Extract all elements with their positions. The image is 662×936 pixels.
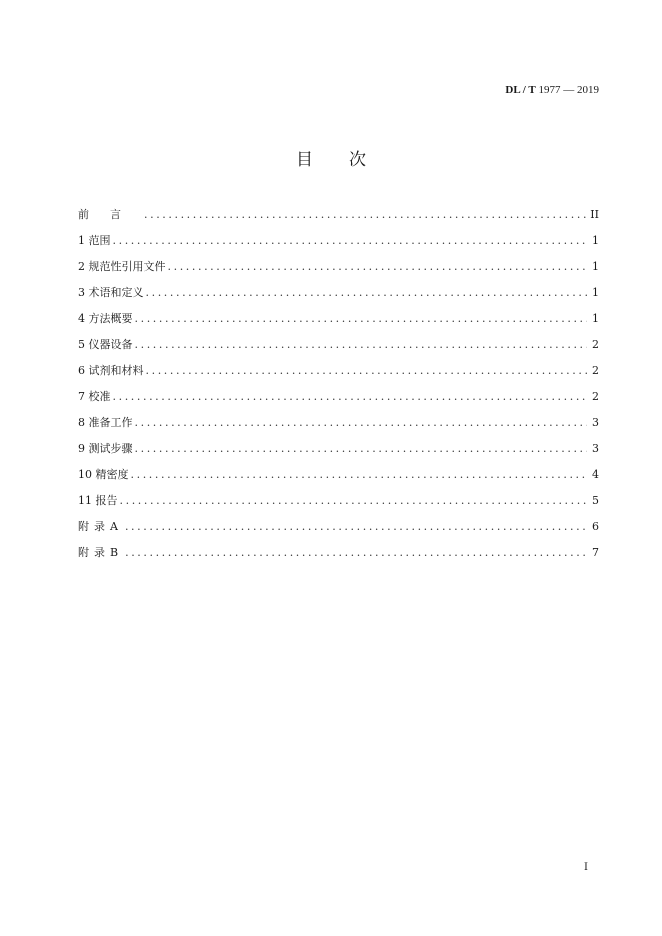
toc-entry-page: 1 (592, 260, 599, 273)
toc-entry-page: 5 (592, 494, 599, 507)
toc-entry-label: 附录A (78, 520, 123, 533)
toc-leader-dots (144, 207, 586, 223)
toc-entry-page: 2 (592, 338, 599, 351)
toc-entry-calibration[interactable] (78, 389, 599, 415)
standard-prefix: DL / T (505, 84, 536, 96)
toc-entry-label: 6 试剂和材料 (78, 364, 144, 377)
toc-leader-dots (135, 311, 588, 327)
toc-entry-label: 前言 (78, 208, 142, 221)
standard-code (505, 84, 599, 96)
toc-entry-page: 4 (592, 468, 599, 481)
toc-entry-page: 2 (592, 364, 599, 377)
toc-entry-page: 3 (592, 442, 599, 455)
toc-entry-report[interactable] (78, 493, 599, 519)
toc-leader-dots (131, 467, 588, 483)
toc-leader-dots (135, 441, 588, 457)
toc-leader-dots (125, 519, 587, 535)
toc-entry-page: 6 (592, 520, 599, 533)
toc-entry-preparation[interactable] (78, 415, 599, 441)
toc-entry-page: 1 (592, 312, 599, 325)
toc-entry-label: 附录B (78, 546, 124, 559)
toc-entry-precision[interactable] (78, 467, 599, 493)
toc-entry-label: 3 术语和定义 (78, 286, 144, 299)
toc-entry-label: 11 报告 (78, 494, 118, 507)
toc-leader-dots (113, 233, 588, 249)
toc-entry-terms-and-definitions[interactable] (78, 285, 599, 311)
toc-entry-reagents-and-materials[interactable] (78, 363, 599, 389)
toc-entry-appendix-b[interactable] (78, 545, 599, 571)
page-title: 目次 (296, 150, 402, 170)
toc-entry-label: 2 规范性引用文件 (78, 260, 166, 273)
toc-entry-page: 7 (592, 546, 599, 559)
standard-number: 1977 — 2019 (538, 84, 599, 96)
toc-entry-scope[interactable] (78, 233, 599, 259)
toc-leader-dots (146, 363, 588, 379)
page-number: I (584, 862, 588, 873)
toc-leader-dots (120, 493, 588, 509)
toc-entry-label: 9 测试步骤 (78, 442, 133, 455)
toc-leader-dots (146, 285, 588, 301)
toc-entry-normative-references[interactable] (78, 259, 599, 285)
toc-entry-label: 7 校准 (78, 390, 111, 403)
toc-entry-foreword[interactable] (78, 207, 599, 233)
toc-entry-page: 1 (592, 286, 599, 299)
toc-entry-label: 10 精密度 (78, 468, 129, 481)
toc-entry-page: 2 (592, 390, 599, 403)
table-of-contents (78, 207, 599, 571)
toc-leader-dots (113, 389, 588, 405)
toc-entry-label: 1 范围 (78, 234, 111, 247)
toc-entry-label: 8 准备工作 (78, 416, 133, 429)
toc-entry-page: 3 (592, 416, 599, 429)
toc-leader-dots (135, 415, 588, 431)
toc-leader-dots (168, 259, 588, 275)
toc-leader-dots (125, 545, 587, 561)
toc-entry-label: 4 方法概要 (78, 312, 133, 325)
toc-entry-appendix-a[interactable] (78, 519, 599, 545)
toc-entry-apparatus[interactable] (78, 337, 599, 363)
toc-entry-test-procedure[interactable] (78, 441, 599, 467)
toc-entry-page: 1 (592, 234, 599, 247)
toc-entry-label: 5 仪器设备 (78, 338, 133, 351)
toc-entry-method-summary[interactable] (78, 311, 599, 337)
toc-leader-dots (135, 337, 588, 353)
toc-entry-page: II (590, 208, 599, 221)
